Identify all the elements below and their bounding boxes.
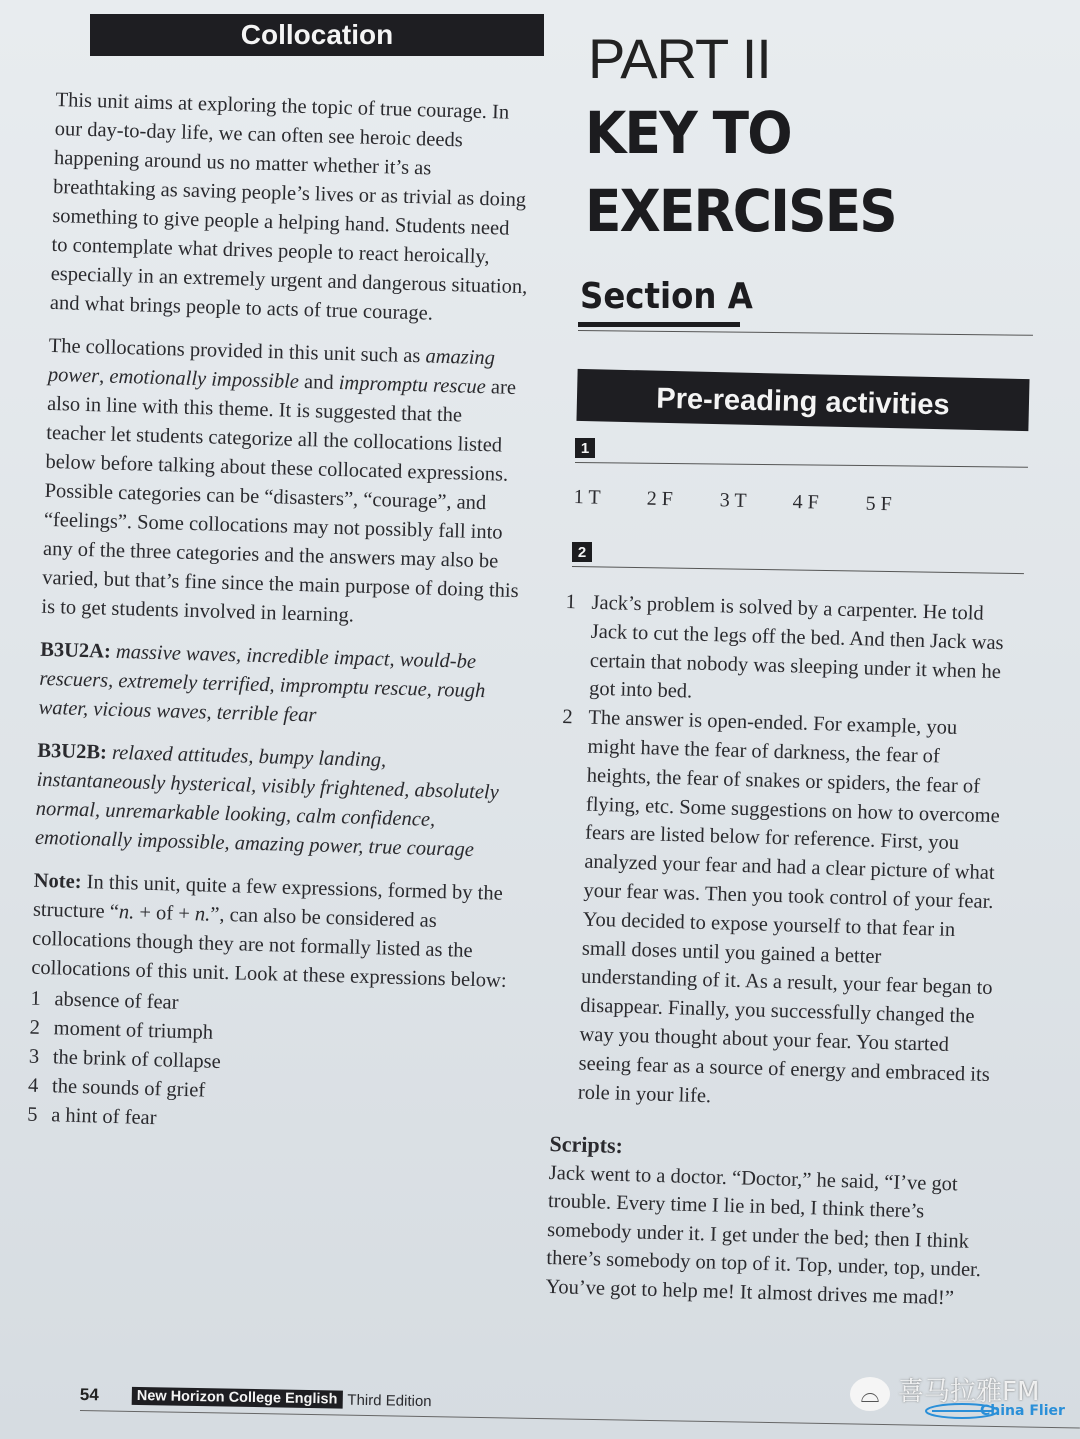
answer-item: 1 T <box>573 486 601 509</box>
answer-item: 5 F <box>865 492 893 516</box>
scripts-block <box>545 1130 998 1313</box>
answer-item: 2 F <box>646 487 674 511</box>
b3u2a-list: B3U2A: massive waves, incredible impact, would-be rescuers, extremely terrified, impromptu rescue, rough water, vicious waves, terrible fear <box>38 638 486 727</box>
page-title: KEY TO EXERCISES <box>585 99 896 245</box>
intro-paragraph: This unit aims at exploring the topic of true courage. In our day-to-day life, we can often see heroic deeds happening around us no matter whether it’s as breathtaking as saving people’s lives or as trivial as doing something to give people a helping hand. Students need to contemplate what drives people to react heroically, especially in an extremely urgent and dangerous situation, and what brings people to acts of true courage. <box>49 88 528 325</box>
chat-bubble-icon: ⌓ <box>850 1377 890 1411</box>
list-item: 2 moment of triumph <box>29 1016 214 1044</box>
answer-item: 4 F <box>792 490 820 514</box>
list-item: 1 absence of fear <box>30 987 179 1014</box>
list-item: 5 a hint of fear <box>26 1103 157 1130</box>
scripts-heading: Scripts: <box>549 1130 624 1159</box>
watermark-logo-text: China Flier <box>980 1403 1065 1419</box>
scripts-text: Jack went to a doctor. “Doctor,” he said, “I’ve got trouble. Every time I lie in bed, I think there’s somebody under it. I get under the bed; then I think there’s somebody on top of it. Top, under, top, under. You’ve got to help me! It almost drives me mad!” <box>545 1161 982 1309</box>
pre-reading-heading: Pre-reading activities <box>576 369 1029 431</box>
edition-label: Third Edition <box>347 1391 432 1410</box>
part-label: PART II <box>588 27 771 90</box>
answer-item: 3 T <box>719 489 747 512</box>
list-item: 1 Jack’s problem is solved by a carpenter. He told Jack to cut the legs off the bed. And then Jack was certain that nobody was sleeping under it when he got into bed. <box>565 590 1004 703</box>
watermark-text: 喜马拉雅FM <box>898 1377 1040 1407</box>
b3u2b-list: B3U2B: relaxed attitudes, bumpy landing, instantaneously hysterical, visibly frightened, absolutely normal, unremarkable looking, calm confidence, emotionally impossible, amazing power, true courage <box>34 739 500 861</box>
collocations-paragraph: The collocations provided in this unit such as amazing power, emotionally impossible and impromptu rescue are also in line with this theme. It is suggested that the teacher let students categorize all the collocations listed below before talking about these collocated expressions. Possible categories can be “disasters”, “courage”, and “feelings”. Some collocations may not possibly fall into any of the three categories and the answers may also be varied, but that’s fine since the main purpose of doing this is to get students involved in learning. <box>41 334 519 627</box>
section-rule <box>578 322 740 327</box>
page-number: 54 <box>79 1385 99 1405</box>
list-item: 4 the sounds of grief <box>27 1074 206 1102</box>
page-footer <box>80 1385 432 1411</box>
exercise-2-rule <box>572 566 1024 574</box>
exercise-1-answers <box>573 486 938 517</box>
section-title: Section A <box>580 276 753 317</box>
book-title: New Horizon College English <box>132 1387 343 1409</box>
note-paragraph: Note: In this unit, quite a few expressions, formed by the structure “n. + of + n.”, can also be considered as collocations though they are not formally listed as the collocations of this unit. Look at these expressions below: <box>31 869 507 992</box>
left-column <box>27 86 534 1143</box>
section-divider <box>578 330 1033 336</box>
list-item: 2 The answer is open-ended. For example, you might have the fear of darkness, the fear of heights, the fear of snakes or spiders, the fear of flying, etc. Some suggestions on how to overcome fears are listed below for reference. First, you analyzed your fear and had a clear picture of what your fear was. Then you took control of your fear. You decided to expose yourself to that fear in small doses until you gained a better understanding of it. As a result, your fear began to disappear. Finally, you successfully changed the way you thought about your fear. You started seeing fear as a source of energy and embraced its role in your life. <box>562 706 1001 1107</box>
expression-list <box>27 985 509 1143</box>
watermark <box>850 1365 1080 1425</box>
exercise-2-answers <box>552 588 1006 1118</box>
exercise-2-number: 2 <box>572 542 592 562</box>
list-item: 3 the brink of collapse <box>28 1045 222 1073</box>
exercise-1-rule <box>575 462 1028 468</box>
collocation-heading: Collocation <box>90 14 544 56</box>
exercise-1-number: 1 <box>575 438 595 458</box>
